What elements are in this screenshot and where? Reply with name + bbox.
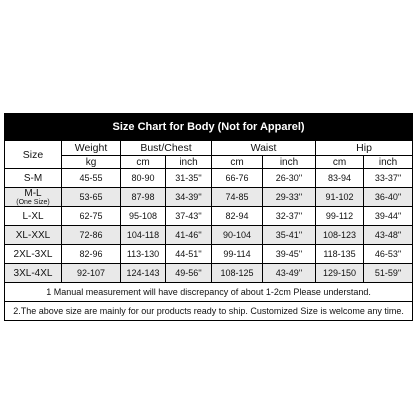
- hip-cm-unit: cm: [316, 156, 364, 169]
- cell-waist-in: 32-37'': [263, 207, 316, 226]
- cell-waist-in: 35-41'': [263, 226, 316, 245]
- cell-bust-cm: 87-98: [121, 188, 166, 207]
- size-cell: L-XL: [5, 207, 62, 226]
- waist-inch-unit: inch: [263, 156, 316, 169]
- table-row: [5, 169, 413, 188]
- size-sublabel: (One Size): [16, 198, 50, 206]
- cell-waist-in: 43-49'': [263, 264, 316, 283]
- cell-waist-cm: 90-104: [212, 226, 263, 245]
- cell-hip-in: 46-53'': [364, 245, 413, 264]
- note-1: 1 Manual measurement will have discrepancy of about 1-2cm Please understand.: [5, 283, 413, 302]
- size-cell: 2XL-3XL: [5, 245, 62, 264]
- size-header: Size: [5, 141, 62, 169]
- cell-waist-cm: 108-125: [212, 264, 263, 283]
- cell-bust-in: 49-56'': [166, 264, 212, 283]
- cell-hip-cm: 99-112: [316, 207, 364, 226]
- cell-weight: 45-55: [62, 169, 121, 188]
- note-2: 2.The above size are mainly for our products ready to ship. Customized Size is welcome any time.: [5, 302, 413, 321]
- cell-bust-cm: 80-90: [121, 169, 166, 188]
- cell-waist-cm: 82-94: [212, 207, 263, 226]
- cell-hip-in: 43-48'': [364, 226, 413, 245]
- size-cell: S-M: [5, 169, 62, 188]
- note-row: [5, 302, 413, 321]
- cell-hip-in: 36-40'': [364, 188, 413, 207]
- size-chart-table: [4, 113, 413, 321]
- cell-bust-in: 44-51'': [166, 245, 212, 264]
- cell-bust-in: 37-43'': [166, 207, 212, 226]
- note-row: [5, 283, 413, 302]
- bust-cm-unit: cm: [121, 156, 166, 169]
- cell-weight: 82-96: [62, 245, 121, 264]
- header-row: [5, 141, 413, 156]
- table-row: [5, 264, 413, 283]
- title-row: [5, 114, 413, 141]
- weight-unit: kg: [62, 156, 121, 169]
- cell-hip-cm: 118-135: [316, 245, 364, 264]
- size-cell: [5, 188, 62, 207]
- table-row: [5, 188, 413, 207]
- bust-inch-unit: inch: [166, 156, 212, 169]
- hip-header: Hip: [316, 141, 413, 156]
- table-row: [5, 245, 413, 264]
- size-chart: [4, 113, 412, 321]
- cell-weight: 72-86: [62, 226, 121, 245]
- hip-inch-unit: inch: [364, 156, 413, 169]
- cell-weight: 92-107: [62, 264, 121, 283]
- cell-waist-cm: 99-114: [212, 245, 263, 264]
- cell-hip-in: 33-37'': [364, 169, 413, 188]
- cell-waist-cm: 66-76: [212, 169, 263, 188]
- cell-weight: 62-75: [62, 207, 121, 226]
- cell-hip-cm: 129-150: [316, 264, 364, 283]
- cell-hip-cm: 108-123: [316, 226, 364, 245]
- cell-waist-in: 39-45'': [263, 245, 316, 264]
- cell-bust-in: 34-39'': [166, 188, 212, 207]
- unit-header-row: [5, 156, 413, 169]
- cell-waist-in: 26-30'': [263, 169, 316, 188]
- size-cell: XL-XXL: [5, 226, 62, 245]
- chart-title: Size Chart for Body (Not for Apparel): [5, 114, 413, 141]
- cell-waist-in: 29-33'': [263, 188, 316, 207]
- table-row: [5, 226, 413, 245]
- cell-bust-cm: 95-108: [121, 207, 166, 226]
- weight-header: Weight: [62, 141, 121, 156]
- cell-bust-cm: 104-118: [121, 226, 166, 245]
- waist-cm-unit: cm: [212, 156, 263, 169]
- cell-bust-cm: 124-143: [121, 264, 166, 283]
- cell-hip-in: 39-44'': [364, 207, 413, 226]
- cell-waist-cm: 74-85: [212, 188, 263, 207]
- cell-hip-cm: 83-94: [316, 169, 364, 188]
- waist-header: Waist: [212, 141, 316, 156]
- cell-weight: 53-65: [62, 188, 121, 207]
- cell-bust-cm: 113-130: [121, 245, 166, 264]
- cell-bust-in: 31-35'': [166, 169, 212, 188]
- table-row: [5, 207, 413, 226]
- cell-bust-in: 41-46'': [166, 226, 212, 245]
- cell-hip-cm: 91-102: [316, 188, 364, 207]
- size-label: M-L: [24, 187, 42, 199]
- bust-header: Bust/Chest: [121, 141, 212, 156]
- size-cell: 3XL-4XL: [5, 264, 62, 283]
- cell-hip-in: 51-59'': [364, 264, 413, 283]
